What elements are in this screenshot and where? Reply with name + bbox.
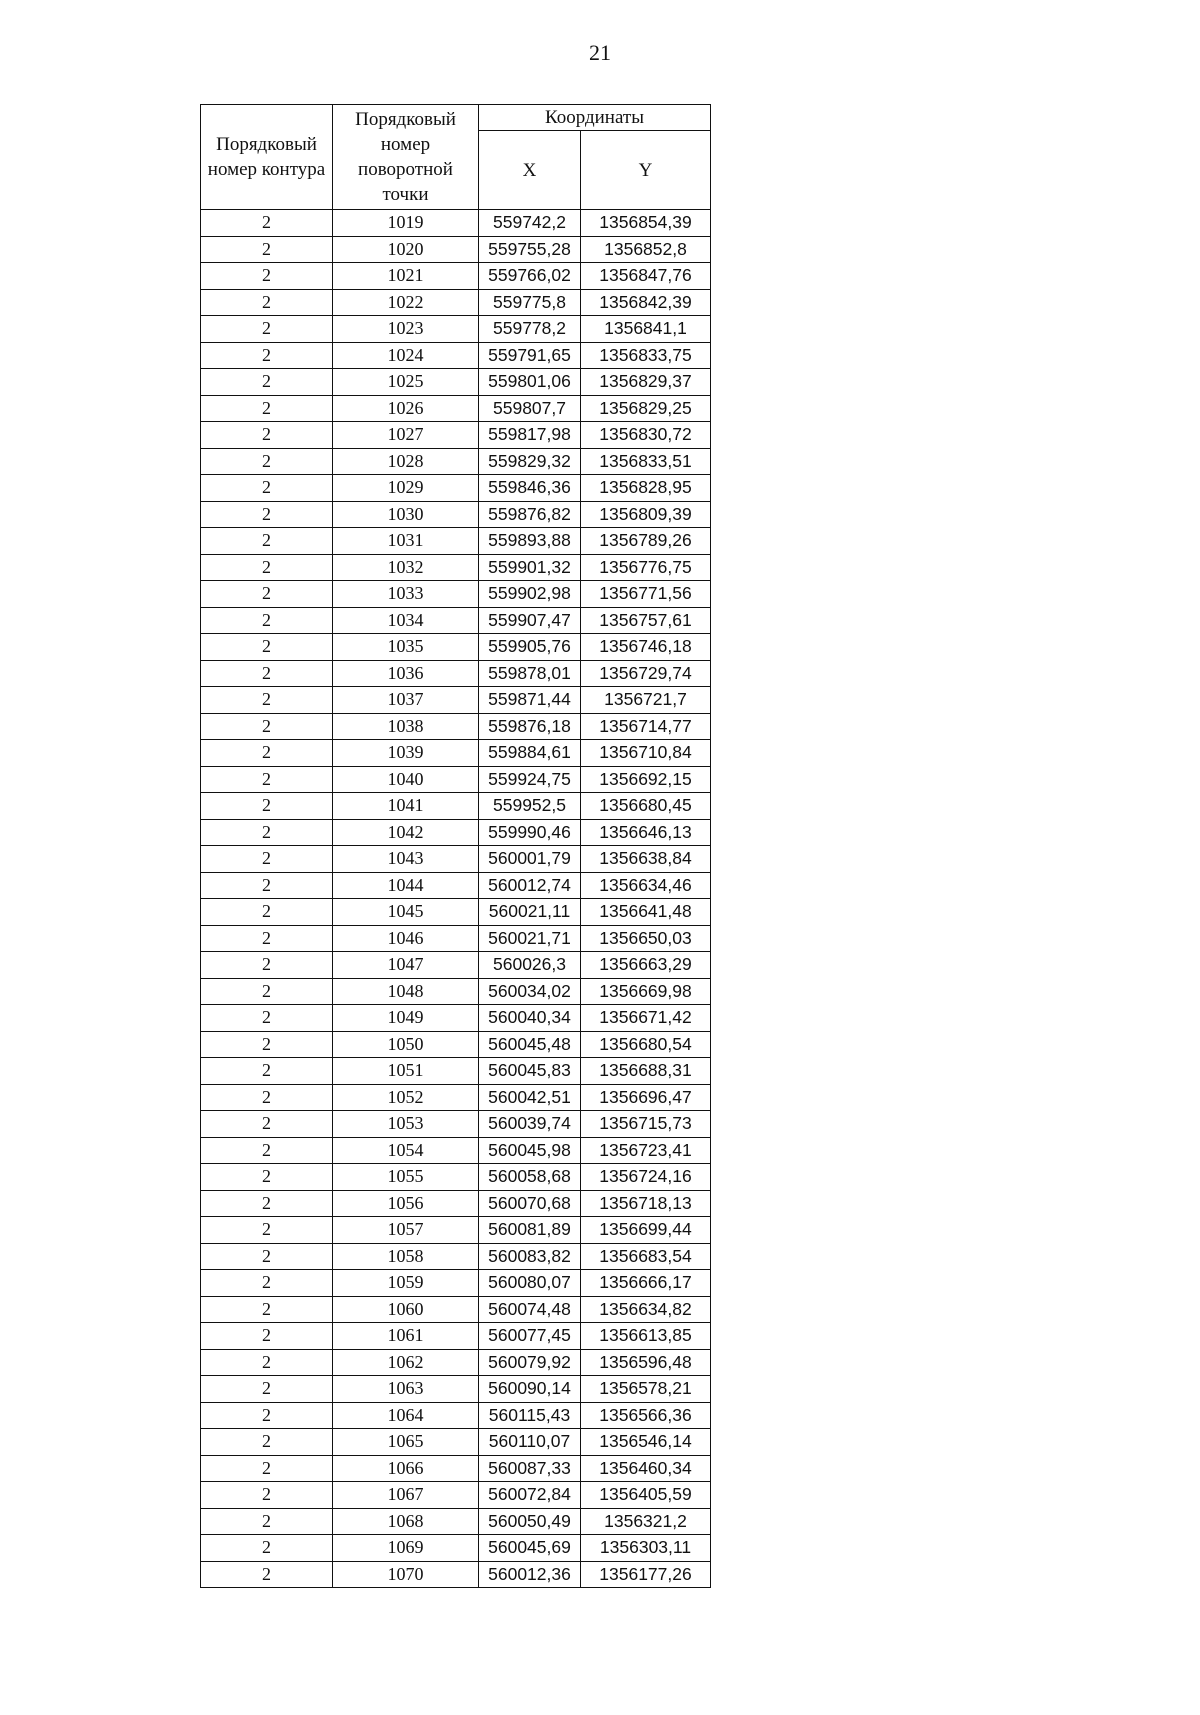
cell-x-coordinate: 560083,82 <box>479 1243 581 1270</box>
table-row <box>201 210 711 237</box>
cell-x-coordinate: 560070,68 <box>479 1190 581 1217</box>
cell-point-number: 1033 <box>333 581 479 608</box>
cell-point-number: 1025 <box>333 369 479 396</box>
cell-point-number: 1068 <box>333 1508 479 1535</box>
table-row <box>201 422 711 449</box>
table-row <box>201 1111 711 1138</box>
table-row <box>201 740 711 767</box>
cell-point-number: 1058 <box>333 1243 479 1270</box>
cell-contour-number: 2 <box>201 289 333 316</box>
cell-point-number: 1043 <box>333 846 479 873</box>
cell-y-coordinate: 1356566,36 <box>581 1402 711 1429</box>
cell-point-number: 1067 <box>333 1482 479 1509</box>
cell-point-number: 1028 <box>333 448 479 475</box>
table-row <box>201 263 711 290</box>
cell-x-coordinate: 560050,49 <box>479 1508 581 1535</box>
cell-contour-number: 2 <box>201 740 333 767</box>
cell-x-coordinate: 559907,47 <box>479 607 581 634</box>
table-row <box>201 1137 711 1164</box>
cell-point-number: 1050 <box>333 1031 479 1058</box>
cell-x-coordinate: 559902,98 <box>479 581 581 608</box>
table-row <box>201 1349 711 1376</box>
table-row <box>201 1535 711 1562</box>
cell-y-coordinate: 1356650,03 <box>581 925 711 952</box>
cell-contour-number: 2 <box>201 634 333 661</box>
table-row <box>201 1270 711 1297</box>
cell-point-number: 1023 <box>333 316 479 343</box>
cell-x-coordinate: 559829,32 <box>479 448 581 475</box>
cell-y-coordinate: 1356646,13 <box>581 819 711 846</box>
cell-y-coordinate: 1356847,76 <box>581 263 711 290</box>
table-row <box>201 634 711 661</box>
cell-x-coordinate: 560079,92 <box>479 1349 581 1376</box>
cell-point-number: 1053 <box>333 1111 479 1138</box>
cell-contour-number: 2 <box>201 236 333 263</box>
cell-contour-number: 2 <box>201 1376 333 1403</box>
cell-point-number: 1044 <box>333 872 479 899</box>
cell-y-coordinate: 1356641,48 <box>581 899 711 926</box>
cell-y-coordinate: 1356634,46 <box>581 872 711 899</box>
cell-x-coordinate: 560081,89 <box>479 1217 581 1244</box>
cell-y-coordinate: 1356833,75 <box>581 342 711 369</box>
cell-y-coordinate: 1356303,11 <box>581 1535 711 1562</box>
cell-y-coordinate: 1356842,39 <box>581 289 711 316</box>
cell-point-number: 1042 <box>333 819 479 846</box>
cell-x-coordinate: 560001,79 <box>479 846 581 873</box>
cell-x-coordinate: 560087,33 <box>479 1455 581 1482</box>
cell-point-number: 1020 <box>333 236 479 263</box>
cell-y-coordinate: 1356776,75 <box>581 554 711 581</box>
cell-contour-number: 2 <box>201 263 333 290</box>
cell-y-coordinate: 1356634,82 <box>581 1296 711 1323</box>
cell-point-number: 1037 <box>333 687 479 714</box>
table-row <box>201 369 711 396</box>
cell-y-coordinate: 1356809,39 <box>581 501 711 528</box>
cell-y-coordinate: 1356724,16 <box>581 1164 711 1191</box>
cell-contour-number: 2 <box>201 448 333 475</box>
cell-point-number: 1051 <box>333 1058 479 1085</box>
cell-point-number: 1046 <box>333 925 479 952</box>
cell-x-coordinate: 560058,68 <box>479 1164 581 1191</box>
cell-y-coordinate: 1356715,73 <box>581 1111 711 1138</box>
cell-point-number: 1061 <box>333 1323 479 1350</box>
cell-contour-number: 2 <box>201 1005 333 1032</box>
cell-contour-number: 2 <box>201 210 333 237</box>
cell-contour-number: 2 <box>201 1190 333 1217</box>
cell-y-coordinate: 1356746,18 <box>581 634 711 661</box>
cell-y-coordinate: 1356721,7 <box>581 687 711 714</box>
cell-x-coordinate: 559905,76 <box>479 634 581 661</box>
table-row <box>201 342 711 369</box>
table-row <box>201 846 711 873</box>
cell-contour-number: 2 <box>201 1455 333 1482</box>
table-body <box>201 210 711 1588</box>
cell-point-number: 1048 <box>333 978 479 1005</box>
cell-point-number: 1049 <box>333 1005 479 1032</box>
table-row <box>201 289 711 316</box>
cell-x-coordinate: 560045,98 <box>479 1137 581 1164</box>
table-row <box>201 978 711 1005</box>
cell-y-coordinate: 1356669,98 <box>581 978 711 1005</box>
table-row <box>201 528 711 555</box>
cell-contour-number: 2 <box>201 1402 333 1429</box>
cell-x-coordinate: 559817,98 <box>479 422 581 449</box>
cell-x-coordinate: 559755,28 <box>479 236 581 263</box>
header-contour-number: Порядковый номер контура <box>201 105 333 210</box>
cell-contour-number: 2 <box>201 607 333 634</box>
table-row <box>201 1031 711 1058</box>
table-row <box>201 1217 711 1244</box>
cell-point-number: 1054 <box>333 1137 479 1164</box>
cell-y-coordinate: 1356578,21 <box>581 1376 711 1403</box>
cell-point-number: 1026 <box>333 395 479 422</box>
cell-x-coordinate: 559893,88 <box>479 528 581 555</box>
table-row <box>201 713 711 740</box>
cell-x-coordinate: 559884,61 <box>479 740 581 767</box>
cell-y-coordinate: 1356692,15 <box>581 766 711 793</box>
cell-y-coordinate: 1356723,41 <box>581 1137 711 1164</box>
cell-contour-number: 2 <box>201 1217 333 1244</box>
cell-point-number: 1038 <box>333 713 479 740</box>
cell-y-coordinate: 1356683,54 <box>581 1243 711 1270</box>
cell-y-coordinate: 1356680,45 <box>581 793 711 820</box>
cell-contour-number: 2 <box>201 475 333 502</box>
cell-x-coordinate: 559990,46 <box>479 819 581 846</box>
cell-contour-number: 2 <box>201 1031 333 1058</box>
cell-point-number: 1055 <box>333 1164 479 1191</box>
cell-point-number: 1030 <box>333 501 479 528</box>
cell-point-number: 1045 <box>333 899 479 926</box>
cell-x-coordinate: 560115,43 <box>479 1402 581 1429</box>
table-row <box>201 793 711 820</box>
cell-y-coordinate: 1356854,39 <box>581 210 711 237</box>
table-row <box>201 1429 711 1456</box>
cell-x-coordinate: 560034,02 <box>479 978 581 1005</box>
table-row <box>201 1323 711 1350</box>
table-row <box>201 1164 711 1191</box>
cell-x-coordinate: 560021,71 <box>479 925 581 952</box>
table-row <box>201 1058 711 1085</box>
cell-x-coordinate: 559878,01 <box>479 660 581 687</box>
cell-y-coordinate: 1356680,54 <box>581 1031 711 1058</box>
cell-y-coordinate: 1356771,56 <box>581 581 711 608</box>
cell-contour-number: 2 <box>201 1111 333 1138</box>
cell-x-coordinate: 559775,8 <box>479 289 581 316</box>
cell-point-number: 1031 <box>333 528 479 555</box>
cell-y-coordinate: 1356638,84 <box>581 846 711 873</box>
cell-x-coordinate: 560045,48 <box>479 1031 581 1058</box>
cell-point-number: 1069 <box>333 1535 479 1562</box>
cell-x-coordinate: 559924,75 <box>479 766 581 793</box>
cell-contour-number: 2 <box>201 1137 333 1164</box>
cell-contour-number: 2 <box>201 395 333 422</box>
cell-contour-number: 2 <box>201 1482 333 1509</box>
cell-y-coordinate: 1356321,2 <box>581 1508 711 1535</box>
coordinates-table <box>200 104 711 1588</box>
table-row <box>201 475 711 502</box>
cell-point-number: 1032 <box>333 554 479 581</box>
cell-x-coordinate: 560042,51 <box>479 1084 581 1111</box>
table-row <box>201 554 711 581</box>
cell-contour-number: 2 <box>201 581 333 608</box>
cell-y-coordinate: 1356671,42 <box>581 1005 711 1032</box>
table-row <box>201 581 711 608</box>
cell-x-coordinate: 559742,2 <box>479 210 581 237</box>
cell-y-coordinate: 1356596,48 <box>581 1349 711 1376</box>
table-row <box>201 1296 711 1323</box>
table-row <box>201 819 711 846</box>
cell-x-coordinate: 559952,5 <box>479 793 581 820</box>
cell-point-number: 1065 <box>333 1429 479 1456</box>
cell-x-coordinate: 559901,32 <box>479 554 581 581</box>
header-x: X <box>479 131 581 210</box>
header-row <box>201 105 711 131</box>
table-row <box>201 1190 711 1217</box>
cell-point-number: 1040 <box>333 766 479 793</box>
cell-point-number: 1060 <box>333 1296 479 1323</box>
cell-x-coordinate: 560039,74 <box>479 1111 581 1138</box>
table-header <box>201 105 711 210</box>
cell-x-coordinate: 560080,07 <box>479 1270 581 1297</box>
cell-x-coordinate: 559876,18 <box>479 713 581 740</box>
cell-x-coordinate: 560045,83 <box>479 1058 581 1085</box>
cell-y-coordinate: 1356828,95 <box>581 475 711 502</box>
header-y: Y <box>581 131 711 210</box>
table-row <box>201 316 711 343</box>
cell-contour-number: 2 <box>201 1349 333 1376</box>
cell-point-number: 1029 <box>333 475 479 502</box>
table-row <box>201 766 711 793</box>
cell-contour-number: 2 <box>201 872 333 899</box>
cell-contour-number: 2 <box>201 1243 333 1270</box>
cell-contour-number: 2 <box>201 422 333 449</box>
cell-point-number: 1047 <box>333 952 479 979</box>
cell-x-coordinate: 560074,48 <box>479 1296 581 1323</box>
cell-x-coordinate: 559846,36 <box>479 475 581 502</box>
table-row <box>201 1084 711 1111</box>
cell-point-number: 1062 <box>333 1349 479 1376</box>
cell-point-number: 1057 <box>333 1217 479 1244</box>
cell-contour-number: 2 <box>201 1058 333 1085</box>
table-row <box>201 952 711 979</box>
table-row <box>201 1243 711 1270</box>
header-coordinates: Координаты <box>479 105 711 131</box>
cell-x-coordinate: 559791,65 <box>479 342 581 369</box>
cell-y-coordinate: 1356830,72 <box>581 422 711 449</box>
cell-y-coordinate: 1356613,85 <box>581 1323 711 1350</box>
table-row <box>201 899 711 926</box>
cell-point-number: 1036 <box>333 660 479 687</box>
cell-x-coordinate: 560012,74 <box>479 872 581 899</box>
cell-point-number: 1041 <box>333 793 479 820</box>
cell-y-coordinate: 1356757,61 <box>581 607 711 634</box>
cell-contour-number: 2 <box>201 793 333 820</box>
cell-contour-number: 2 <box>201 925 333 952</box>
cell-contour-number: 2 <box>201 1429 333 1456</box>
table-row <box>201 1376 711 1403</box>
cell-contour-number: 2 <box>201 660 333 687</box>
cell-y-coordinate: 1356718,13 <box>581 1190 711 1217</box>
cell-y-coordinate: 1356666,17 <box>581 1270 711 1297</box>
cell-contour-number: 2 <box>201 554 333 581</box>
cell-x-coordinate: 559807,7 <box>479 395 581 422</box>
cell-x-coordinate: 559766,02 <box>479 263 581 290</box>
cell-point-number: 1019 <box>333 210 479 237</box>
cell-point-number: 1027 <box>333 422 479 449</box>
cell-contour-number: 2 <box>201 766 333 793</box>
table-row <box>201 501 711 528</box>
cell-y-coordinate: 1356460,34 <box>581 1455 711 1482</box>
cell-y-coordinate: 1356714,77 <box>581 713 711 740</box>
cell-y-coordinate: 1356833,51 <box>581 448 711 475</box>
cell-point-number: 1059 <box>333 1270 479 1297</box>
cell-x-coordinate: 560012,36 <box>479 1561 581 1588</box>
cell-point-number: 1066 <box>333 1455 479 1482</box>
cell-y-coordinate: 1356405,59 <box>581 1482 711 1509</box>
cell-y-coordinate: 1356829,25 <box>581 395 711 422</box>
cell-y-coordinate: 1356729,74 <box>581 660 711 687</box>
cell-contour-number: 2 <box>201 1323 333 1350</box>
page-number: 21 <box>589 40 611 65</box>
table-row <box>201 872 711 899</box>
table-row <box>201 607 711 634</box>
cell-y-coordinate: 1356710,84 <box>581 740 711 767</box>
cell-x-coordinate: 559801,06 <box>479 369 581 396</box>
cell-contour-number: 2 <box>201 978 333 1005</box>
cell-x-coordinate: 560110,07 <box>479 1429 581 1456</box>
cell-x-coordinate: 559871,44 <box>479 687 581 714</box>
cell-contour-number: 2 <box>201 316 333 343</box>
cell-y-coordinate: 1356663,29 <box>581 952 711 979</box>
cell-contour-number: 2 <box>201 819 333 846</box>
cell-contour-number: 2 <box>201 1270 333 1297</box>
cell-y-coordinate: 1356841,1 <box>581 316 711 343</box>
table-row <box>201 448 711 475</box>
cell-contour-number: 2 <box>201 1535 333 1562</box>
cell-y-coordinate: 1356829,37 <box>581 369 711 396</box>
table-row <box>201 1561 711 1588</box>
cell-contour-number: 2 <box>201 342 333 369</box>
cell-point-number: 1064 <box>333 1402 479 1429</box>
cell-contour-number: 2 <box>201 528 333 555</box>
cell-point-number: 1035 <box>333 634 479 661</box>
header-point-number: Порядковый номер поворотной точки <box>333 105 479 210</box>
table-row <box>201 236 711 263</box>
cell-x-coordinate: 560077,45 <box>479 1323 581 1350</box>
cell-contour-number: 2 <box>201 899 333 926</box>
cell-x-coordinate: 560090,14 <box>479 1376 581 1403</box>
cell-point-number: 1056 <box>333 1190 479 1217</box>
cell-y-coordinate: 1356852,8 <box>581 236 711 263</box>
cell-contour-number: 2 <box>201 687 333 714</box>
table-row <box>201 1402 711 1429</box>
table-row <box>201 687 711 714</box>
cell-contour-number: 2 <box>201 1164 333 1191</box>
cell-y-coordinate: 1356699,44 <box>581 1217 711 1244</box>
cell-x-coordinate: 560040,34 <box>479 1005 581 1032</box>
cell-contour-number: 2 <box>201 501 333 528</box>
cell-y-coordinate: 1356789,26 <box>581 528 711 555</box>
table-row <box>201 1455 711 1482</box>
cell-x-coordinate: 559876,82 <box>479 501 581 528</box>
cell-x-coordinate: 559778,2 <box>479 316 581 343</box>
cell-point-number: 1034 <box>333 607 479 634</box>
cell-contour-number: 2 <box>201 952 333 979</box>
cell-point-number: 1022 <box>333 289 479 316</box>
cell-y-coordinate: 1356177,26 <box>581 1561 711 1588</box>
cell-x-coordinate: 560026,3 <box>479 952 581 979</box>
cell-contour-number: 2 <box>201 1561 333 1588</box>
cell-contour-number: 2 <box>201 846 333 873</box>
cell-y-coordinate: 1356696,47 <box>581 1084 711 1111</box>
table-row <box>201 660 711 687</box>
table-row <box>201 1005 711 1032</box>
cell-point-number: 1039 <box>333 740 479 767</box>
cell-point-number: 1063 <box>333 1376 479 1403</box>
cell-x-coordinate: 560045,69 <box>479 1535 581 1562</box>
table-row <box>201 1508 711 1535</box>
cell-point-number: 1052 <box>333 1084 479 1111</box>
cell-contour-number: 2 <box>201 1084 333 1111</box>
table-row <box>201 395 711 422</box>
cell-contour-number: 2 <box>201 713 333 740</box>
cell-point-number: 1070 <box>333 1561 479 1588</box>
cell-point-number: 1024 <box>333 342 479 369</box>
cell-x-coordinate: 560021,11 <box>479 899 581 926</box>
cell-contour-number: 2 <box>201 369 333 396</box>
cell-x-coordinate: 560072,84 <box>479 1482 581 1509</box>
cell-contour-number: 2 <box>201 1296 333 1323</box>
cell-y-coordinate: 1356688,31 <box>581 1058 711 1085</box>
cell-y-coordinate: 1356546,14 <box>581 1429 711 1456</box>
table-row <box>201 1482 711 1509</box>
cell-point-number: 1021 <box>333 263 479 290</box>
table-row <box>201 925 711 952</box>
cell-contour-number: 2 <box>201 1508 333 1535</box>
